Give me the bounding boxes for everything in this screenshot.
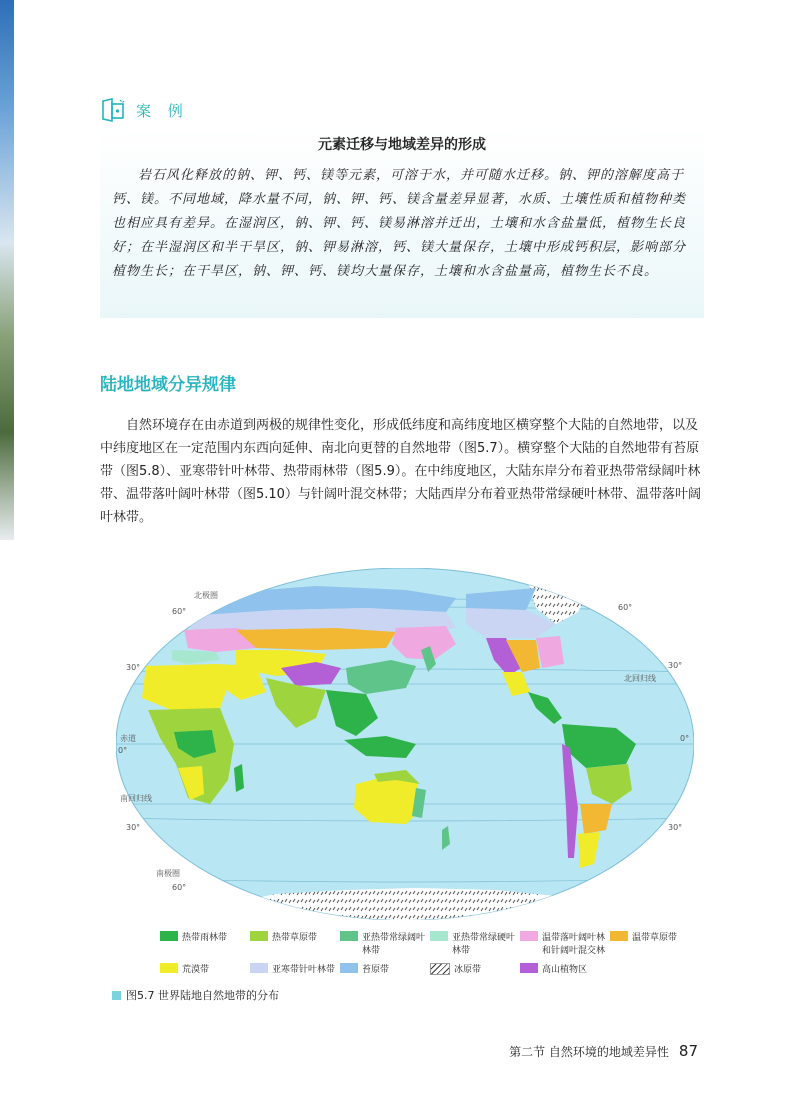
legend-swatch (340, 931, 358, 941)
eurasia-steppe (236, 628, 396, 650)
case-label: 案 例 (136, 101, 189, 120)
label-lat-30s-right: 30° (668, 823, 683, 832)
label-lat-30n: 30° (126, 663, 141, 672)
legend-swatch (520, 931, 538, 941)
case-box (100, 128, 704, 318)
legend-label: 苔原带 (362, 965, 390, 975)
label-lat-0-right: 0° (680, 734, 690, 743)
map-legend (160, 930, 700, 975)
case-title: 元素迁移与地域差异的形成 (318, 137, 486, 153)
label-lat-30n-right: 30° (668, 661, 683, 670)
page-number: 87 (678, 1042, 698, 1060)
legend-item (430, 930, 520, 956)
legend-item (520, 962, 610, 975)
legend-label: 亚热带常绿阔叶林带 (362, 933, 426, 956)
section-title: 陆地地域分异规律 (100, 375, 236, 395)
caption-text: 图5.7 世界陆地自然地带的分布 (126, 989, 279, 1002)
legend-swatch (430, 931, 448, 941)
legend-swatch (610, 931, 628, 941)
figure-caption (112, 987, 279, 1003)
legend-label: 冰原带 (454, 965, 482, 975)
legend-swatch (250, 963, 268, 973)
legend-swatch (250, 931, 268, 941)
legend-item (160, 962, 250, 975)
label-tropic-capricorn: 南回归线 (120, 794, 152, 803)
case-header (100, 96, 189, 124)
legend-swatch (160, 963, 178, 973)
legend-item (430, 962, 520, 975)
legend-item (340, 930, 430, 956)
page-footer (509, 1042, 698, 1060)
legend-item (520, 930, 610, 956)
legend-swatch (340, 963, 358, 973)
footer-section: 第二节 自然环境的地域差异性 (509, 1045, 669, 1059)
world-natural-zones-map (116, 568, 694, 920)
section-paragraph: 自然环境存在由赤道到两极的规律性变化，形成低纬度和高纬度地区横穿整个大陆的自然地带，以及中纬度地区在一定范围内东西向延伸、南北向更替的自然地带（图5.7）。横穿整个大陆的自然地带有苔原带（图5.8）、亚寒带针叶林带、热带雨林带（图5.9）。在中纬度地区，大陆东岸分布着亚热带常绿阔叶林带、温带落叶阔叶林带（图5.10）与针阔叶混交林带；大陆西岸分布着亚热带常绿硬叶林带、温带落叶阔叶林带。 (100, 418, 701, 525)
legend-label: 热带草原带 (272, 933, 318, 943)
legend-label: 亚寒带针叶林带 (272, 965, 336, 975)
legend-swatch (160, 931, 178, 941)
legend-swatch (520, 963, 538, 973)
label-equator: 赤道 (120, 734, 136, 743)
label-arctic-circle: 北极圈 (194, 591, 218, 600)
legend-label: 温带草原带 (632, 933, 678, 943)
legend-swatch (430, 963, 450, 975)
label-lat-60s: 60° (172, 883, 187, 892)
legend-label: 热带雨林带 (182, 933, 228, 943)
book-icon (100, 96, 128, 124)
legend-label: 高山植物区 (542, 965, 588, 975)
legend-item (340, 962, 430, 975)
legend-item (610, 930, 700, 956)
case-body: 岩石风化释放的钠、钾、钙、镁等元素，可溶于水，并可随水迁移。钠、钾的溶解度高于钙、镁。不同地域，降水量不同，钠、钾、钙、镁含量差异显著，水质、土壤性质和植物种类也相应具有差异。在湿润区，钠、钾、钙、镁易淋溶并迁出，土壤和水含盐量低，植物生长良好；在半湿润区和半干旱区，钠、钾易淋溶，钙、镁大量保存，土壤中形成钙积层，影响部分植物生长；在干旱区，钠、钾、钙、镁均大量保存，土壤和水含盐量高，植物生长不良。 (112, 168, 687, 279)
label-tropic-cancer: 北回归线 (624, 674, 656, 683)
side-photo-strip (0, 0, 14, 540)
legend-label: 荒漠带 (182, 965, 210, 975)
legend-item (160, 930, 250, 956)
label-antarctic-circle: 南极圈 (156, 869, 180, 878)
label-lat-30s: 30° (126, 823, 141, 832)
legend-label: 亚热带常绿硬叶林带 (452, 933, 516, 956)
legend-label: 温带落叶阔叶林和针阔叶混交林 (542, 933, 606, 956)
legend-item (250, 962, 340, 975)
label-lat-60n-right: 60° (618, 603, 633, 612)
legend-item (250, 930, 340, 956)
label-lat-60n: 60° (172, 607, 187, 616)
label-lat-0: 0° (118, 746, 128, 755)
caption-marker (112, 991, 121, 1000)
map-svg (116, 568, 694, 920)
